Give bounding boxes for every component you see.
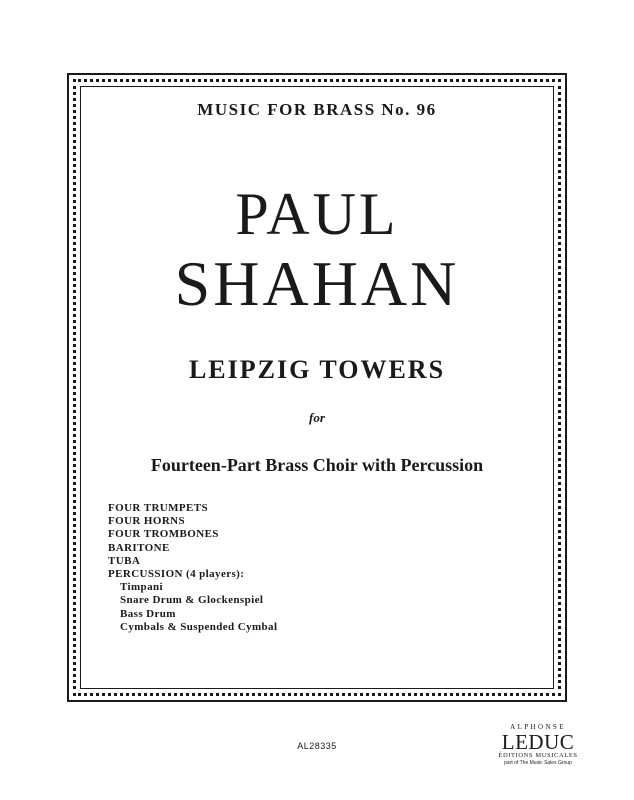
percussion-item: Timpani <box>120 581 163 594</box>
instrument-item: BARITONE <box>108 541 170 554</box>
instrument-item: FOUR HORNS <box>108 515 186 528</box>
publisher-first-name: ALPHONSE <box>510 723 566 731</box>
for-label: for <box>309 410 325 425</box>
publisher-group: part of The Music Sales Group <box>504 760 572 766</box>
percussion-item: Bass Drum <box>120 607 176 620</box>
composer-first-name: PAUL <box>235 181 399 247</box>
instrument-item: PERCUSSION (4 players): <box>108 568 245 581</box>
instrument-item: FOUR TRUMPETS <box>108 502 209 514</box>
percussion-item: Snare Drum & Glockenspiel <box>120 594 264 607</box>
percussion-item: Cymbals & Suspended Cymbal <box>120 620 278 633</box>
instrument-item: FOUR TROMBONES <box>108 528 219 541</box>
scoring-subtitle: Fourteen-Part Brass Choir with Percussion <box>150 455 484 475</box>
instrumentation-list <box>108 502 277 634</box>
work-title: LEIPZIG TOWERS <box>188 355 446 384</box>
publisher-name: LEDUC <box>501 730 575 754</box>
publisher-editions: ÉDITIONS MUSICALES <box>498 752 578 759</box>
catalog-number: AL28335 <box>297 741 337 751</box>
publisher-logo <box>494 723 582 767</box>
composer-last-name: SHAHAN <box>174 248 460 319</box>
instrument-item: TUBA <box>108 554 141 567</box>
series-title: MUSIC FOR BRASS No. 96 <box>197 100 437 119</box>
